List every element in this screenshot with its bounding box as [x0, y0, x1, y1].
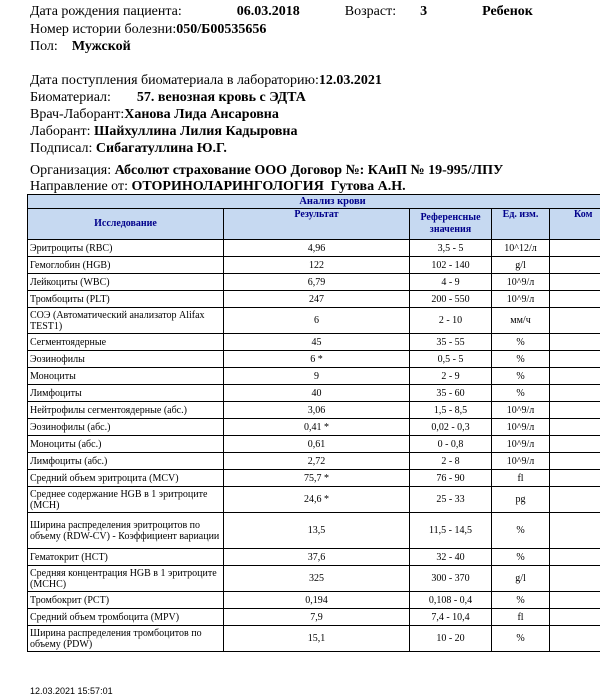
test-unit: fl: [492, 609, 550, 626]
header-reference: Референсные значения: [410, 209, 492, 240]
header-unit: Ед. изм.: [492, 209, 550, 240]
history-line: [30, 21, 266, 38]
test-reference: 0,108 - 0,4: [410, 592, 492, 609]
test-unit: %: [492, 351, 550, 368]
table-row: [28, 402, 600, 419]
test-result: 7,9: [224, 609, 410, 626]
test-result: 0,41 *: [224, 419, 410, 436]
material-label: Биоматериал:: [30, 90, 111, 105]
test-name: Эозинофилы: [28, 351, 224, 368]
table-row: [28, 419, 600, 436]
age-label: Возраст:: [344, 4, 397, 19]
signed-line: [30, 140, 227, 157]
test-result: 37,6: [224, 549, 410, 566]
test-result: 6,79: [224, 274, 410, 291]
test-reference: 32 - 40: [410, 549, 492, 566]
doctor-label: Врач-Лаборант:: [30, 107, 125, 122]
table-row: [28, 436, 600, 453]
table-row: [28, 291, 600, 308]
test-unit: g/l: [492, 566, 550, 592]
test-name: Сегментоядерные: [28, 334, 224, 351]
lab-label: Лаборант:: [30, 124, 91, 139]
org-line: [30, 162, 503, 179]
test-name: Лейкоциты (WBC): [28, 274, 224, 291]
test-reference: 2 - 9: [410, 368, 492, 385]
doctor-line: [30, 106, 279, 123]
test-result: 0,194: [224, 592, 410, 609]
test-comment: [550, 351, 600, 368]
test-result: 9: [224, 368, 410, 385]
test-name: Средний объем эритроцита (MCV): [28, 470, 224, 487]
test-unit: %: [492, 368, 550, 385]
test-comment: [550, 240, 600, 257]
test-reference: 2 - 10: [410, 308, 492, 334]
table-row: [28, 368, 600, 385]
table-row: [28, 308, 600, 334]
test-result: 45: [224, 334, 410, 351]
test-comment: [550, 453, 600, 470]
test-comment: [550, 402, 600, 419]
test-unit: 10^9/л: [492, 402, 550, 419]
test-comment: [550, 592, 600, 609]
test-comment: [550, 609, 600, 626]
test-unit: %: [492, 592, 550, 609]
test-unit: 10^9/л: [492, 436, 550, 453]
test-name: Лимфоциты: [28, 385, 224, 402]
test-comment: [550, 566, 600, 592]
org-value: Абсолют страхование ООО Договор №: КАиП № 19-995/ЛПУ: [114, 163, 504, 178]
test-name: Средний объем тромбоцита (MPV): [28, 609, 224, 626]
test-reference: 3,5 - 5: [410, 240, 492, 257]
test-comment: [550, 419, 600, 436]
test-comment: [550, 274, 600, 291]
test-name: Ширина распределения эритроцитов по объему (RDW-CV) - Коэффициент вариации: [28, 513, 224, 549]
test-comment: [550, 436, 600, 453]
org-label: Организация:: [30, 163, 112, 178]
test-reference: 35 - 55: [410, 334, 492, 351]
table-row: [28, 257, 600, 274]
test-name: Среднее содержание HGB в 1 эритроците (MCH): [28, 487, 224, 513]
referral-label: Направление от:: [30, 179, 128, 194]
test-reference: 4 - 9: [410, 274, 492, 291]
test-unit: g/l: [492, 257, 550, 274]
history-label: Номер истории болезни:: [30, 22, 177, 37]
patient-category: Ребенок: [482, 4, 533, 19]
test-reference: 0 - 0,8: [410, 436, 492, 453]
test-comment: [550, 368, 600, 385]
test-reference: 2 - 8: [410, 453, 492, 470]
test-unit: %: [492, 626, 550, 652]
test-result: 40: [224, 385, 410, 402]
test-comment: [550, 487, 600, 513]
referral-value: ОТОРИНОЛАРИНГОЛОГИЯ Гутова А.Н.: [131, 179, 406, 194]
lab-line: [30, 123, 297, 140]
test-result: 6: [224, 308, 410, 334]
test-reference: 10 - 20: [410, 626, 492, 652]
table-row: [28, 566, 600, 592]
table-row: [28, 592, 600, 609]
table-title: Анализ крови: [28, 195, 600, 209]
test-result: 247: [224, 291, 410, 308]
table-row: [28, 470, 600, 487]
test-reference: 1,5 - 8,5: [410, 402, 492, 419]
table-row: [28, 240, 600, 257]
test-reference: 11,5 - 14,5: [410, 513, 492, 549]
results-table: [27, 194, 600, 652]
header-comment: Ком: [550, 209, 600, 240]
test-name: Гемоглобин (HGB): [28, 257, 224, 274]
received-date: 12.03.2021: [318, 73, 382, 88]
test-comment: [550, 513, 600, 549]
test-reference: 25 - 33: [410, 487, 492, 513]
lab-value: Шайхуллина Лилия Кадыровна: [94, 124, 298, 139]
header-result: Результат: [224, 209, 410, 240]
table-row: [28, 351, 600, 368]
test-name: Средняя концентрация HGB в 1 эритроците (MCHC): [28, 566, 224, 592]
test-reference: 0,5 - 5: [410, 351, 492, 368]
test-unit: pg: [492, 487, 550, 513]
print-timestamp: 12.03.2021 15:57:01: [30, 686, 113, 696]
table-row: [28, 487, 600, 513]
table-row: [28, 334, 600, 351]
test-name: СОЭ (Автоматический анализатор Alifax TEST1): [28, 308, 224, 334]
test-reference: 0,02 - 0,3: [410, 419, 492, 436]
sex-value: Мужской: [71, 39, 131, 54]
test-comment: [550, 308, 600, 334]
referral-line: [30, 178, 406, 195]
test-unit: 10^9/л: [492, 453, 550, 470]
sex-line: [30, 38, 131, 55]
header-test: Исследование: [28, 209, 224, 240]
test-unit: %: [492, 513, 550, 549]
signed-value: Сибагатуллина Ю.Г.: [95, 141, 227, 156]
test-unit: мм/ч: [492, 308, 550, 334]
test-result: 4,96: [224, 240, 410, 257]
received-label: Дата поступления биоматериала в лабораторию:: [30, 73, 319, 88]
test-comment: [550, 334, 600, 351]
table-row: [28, 385, 600, 402]
test-result: 6 *: [224, 351, 410, 368]
test-name: Эритроциты (RBC): [28, 240, 224, 257]
test-unit: 10^9/л: [492, 419, 550, 436]
table-row: [28, 549, 600, 566]
test-result: 75,7 *: [224, 470, 410, 487]
test-reference: 102 - 140: [410, 257, 492, 274]
test-name: Тромбокрит (PCT): [28, 592, 224, 609]
table-row: [28, 513, 600, 549]
test-result: 0,61: [224, 436, 410, 453]
test-reference: 76 - 90: [410, 470, 492, 487]
test-name: Нейтрофилы сегментоядерные (абс.): [28, 402, 224, 419]
test-comment: [550, 257, 600, 274]
doctor-value: Ханова Лида Ансаровна: [124, 107, 279, 122]
test-unit: %: [492, 549, 550, 566]
test-unit: fl: [492, 470, 550, 487]
test-name: Моноциты (абс.): [28, 436, 224, 453]
test-name: Лимфоциты (абс.): [28, 453, 224, 470]
test-reference: 200 - 550: [410, 291, 492, 308]
birth-date: 06.03.2018: [236, 4, 300, 19]
table-row: [28, 274, 600, 291]
material-line: [30, 89, 306, 106]
test-unit: %: [492, 385, 550, 402]
test-reference: 7,4 - 10,4: [410, 609, 492, 626]
test-name: Ширина распределения тромбоцитов по объему (PDW): [28, 626, 224, 652]
test-unit: %: [492, 334, 550, 351]
test-name: Эозинофилы (абс.): [28, 419, 224, 436]
test-result: 3,06: [224, 402, 410, 419]
birth-line: [30, 3, 533, 20]
test-name: Моноциты: [28, 368, 224, 385]
test-result: 13,5: [224, 513, 410, 549]
test-name: Тромбоциты (PLT): [28, 291, 224, 308]
test-comment: [550, 549, 600, 566]
material-value: 57. венозная кровь с ЭДТА: [136, 90, 306, 105]
test-result: 325: [224, 566, 410, 592]
test-name: Гематокрит (HCT): [28, 549, 224, 566]
test-result: 24,6 *: [224, 487, 410, 513]
test-result: 15,1: [224, 626, 410, 652]
age-value: 3: [420, 4, 428, 19]
test-comment: [550, 626, 600, 652]
test-comment: [550, 291, 600, 308]
signed-label: Подписал:: [30, 141, 93, 156]
birth-label: Дата рождения пациента:: [30, 4, 182, 19]
table-row: [28, 453, 600, 470]
test-comment: [550, 470, 600, 487]
table-row: [28, 609, 600, 626]
table-row: [28, 626, 600, 652]
test-unit: 10^12/л: [492, 240, 550, 257]
history-number: 050/Б00535656: [176, 22, 267, 37]
test-result: 122: [224, 257, 410, 274]
sex-label: Пол:: [30, 39, 58, 54]
test-unit: 10^9/л: [492, 274, 550, 291]
test-reference: 35 - 60: [410, 385, 492, 402]
received-line: [30, 72, 382, 89]
test-unit: 10^9/л: [492, 291, 550, 308]
test-comment: [550, 385, 600, 402]
test-result: 2,72: [224, 453, 410, 470]
test-reference: 300 - 370: [410, 566, 492, 592]
